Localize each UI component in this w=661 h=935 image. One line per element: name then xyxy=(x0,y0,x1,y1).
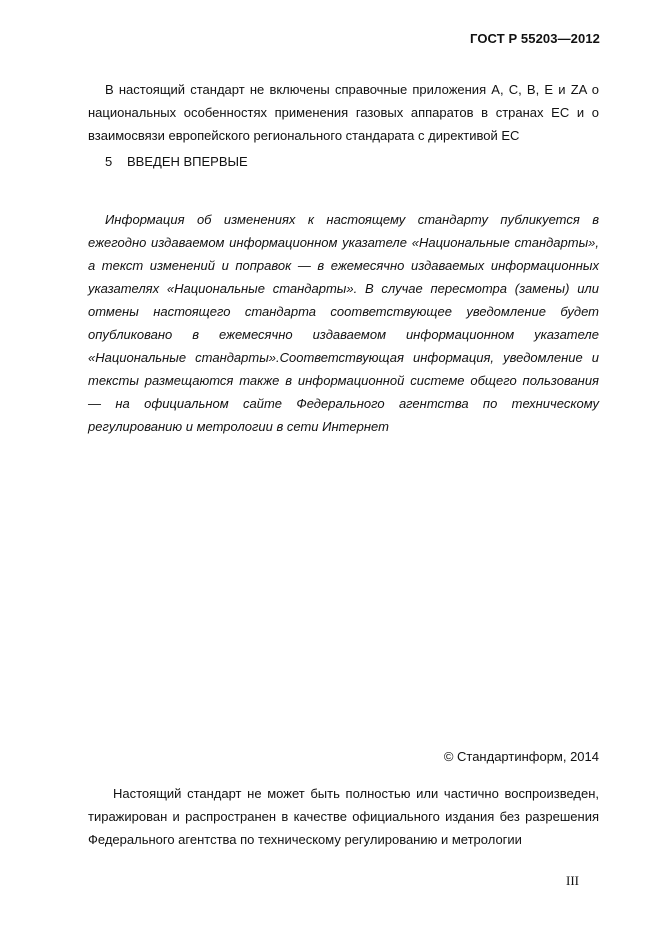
amendments-info-section xyxy=(88,208,599,438)
copyright-line: © Стандартинформ, 2014 xyxy=(443,749,599,764)
reproduction-notice-paragraph: Настоящий стандарт не может быть полностью или частично воспроизведен, тиражирован и распространен в качестве официального издания без разрешения Федерального агентства по техническому регулированию и метрологии xyxy=(88,786,599,847)
intro-section xyxy=(88,78,599,147)
reproduction-notice-section xyxy=(88,782,599,851)
section-5-heading xyxy=(105,150,248,173)
standard-designation: ГОСТ Р 55203—2012 xyxy=(470,31,600,46)
intro-paragraph: В настоящий стандарт не включены справочные приложения А, С, В, Е и ZA о национальных особенностях применения газовых аппаратов в странах ЕС и о взаимосвязи европейского регионального стандарата с директивой ЕС xyxy=(88,82,599,143)
section-5-title: ВВЕДЕН ВПЕРВЫЕ xyxy=(127,154,248,169)
section-5-number: 5 xyxy=(105,154,113,169)
amendments-info-paragraph: Информация об изменениях к настоящему стандарту публикуется в ежегодно издаваемом информационном указателе «Национальные стандарты», а текст изменений и поправок — в ежемесячно издаваемых информационных указателях «Национальные стандарты». В случае пересмотра (замены) или отмены настоящего стандарта соответствующее уведомление будет опубликовано в ежемесячно издаваемом информационном указателе «Национальные стандарты».Соответствующая информация, уведомление и тексты размещаются также в информационной системе общего пользования — на официальном сайте Федерального агентства по техническому регулированию и метрологии в сети Интернет xyxy=(88,212,599,434)
page-number: III xyxy=(566,873,579,888)
